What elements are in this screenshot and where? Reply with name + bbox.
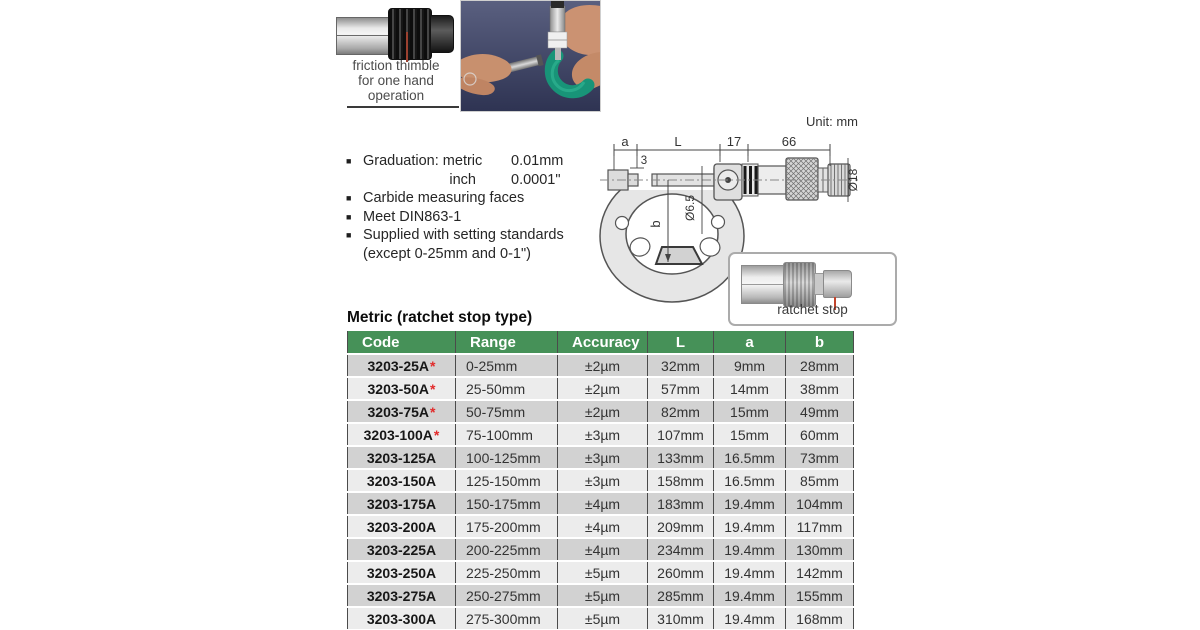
ratchet-stop-figure	[728, 252, 897, 326]
friction-thimble-caption	[330, 58, 462, 103]
table-row	[348, 469, 854, 492]
feature-item	[346, 189, 626, 208]
caption-line: operation	[367, 88, 425, 103]
graduation-inch-value: 0.0001"	[511, 171, 561, 188]
ratchet-knurl-graphic	[783, 262, 816, 307]
col-header-b: b	[786, 331, 854, 354]
table-cell: 158mm	[648, 469, 714, 492]
square-bullet-icon: ■	[346, 211, 352, 222]
table-cell: 3203-175A	[348, 492, 456, 515]
feature-list	[346, 152, 626, 263]
table-cell: 14mm	[714, 377, 786, 400]
dim-label-a: a	[621, 134, 629, 149]
feature-item-continuation	[346, 245, 626, 264]
table-cell: ±3µm	[558, 446, 648, 469]
ratchet-stop-label: ratchet stop	[777, 302, 848, 317]
feature-item	[346, 208, 626, 227]
spec-table-section	[347, 331, 854, 630]
table-cell: 260mm	[648, 561, 714, 584]
table-cell: 3203-225A	[348, 538, 456, 561]
col-header-L: L	[648, 331, 714, 354]
star-marker: *	[430, 403, 436, 420]
table-cell: 168mm	[786, 607, 854, 630]
feature-graduation	[346, 152, 626, 171]
thimble-barrel-graphic	[336, 17, 390, 55]
feature-text: Meet DIN863-1	[363, 208, 462, 225]
table-cell: 234mm	[648, 538, 714, 561]
feature-graduation-inch	[346, 171, 626, 190]
table-cell: 60mm	[786, 423, 854, 446]
table-cell: 32mm	[648, 354, 714, 377]
table-row	[348, 607, 854, 630]
table-row	[348, 492, 854, 515]
micrometer-in-use-photo	[460, 0, 601, 112]
feature-text: Carbide measuring faces	[363, 190, 525, 206]
feature-text: (except 0-25mm and 0-1")	[363, 245, 531, 262]
dim-label-17: 17	[726, 134, 742, 149]
dim-label-d18: Ø18	[846, 168, 860, 192]
thimble-end-rings-graphic	[430, 15, 454, 53]
table-cell: 3203-125A	[348, 446, 456, 469]
ratchet-barrel-graphic	[741, 265, 785, 304]
col-header-accuracy: Accuracy	[558, 331, 648, 354]
table-cell: ±4µm	[558, 515, 648, 538]
table-cell: 275-300mm	[456, 607, 558, 630]
dim-label-3: 3	[640, 155, 648, 167]
product-photo	[460, 0, 601, 112]
graduation-metric-value: 0.01mm	[511, 153, 564, 169]
table-cell: ±4µm	[558, 492, 648, 515]
table-cell: ±5µm	[558, 607, 648, 630]
table-cell: 183mm	[648, 492, 714, 515]
table-cell: 57mm	[648, 377, 714, 400]
table-cell: 19.4mm	[714, 515, 786, 538]
table-cell: 50-75mm	[456, 400, 558, 423]
table-cell: ±3µm	[558, 469, 648, 492]
table-header-row	[348, 331, 854, 354]
table-title: Metric (ratchet stop type)	[347, 309, 533, 326]
table-cell: 225-250mm	[456, 561, 558, 584]
bullet-spacer	[346, 245, 363, 264]
table-cell: 82mm	[648, 400, 714, 423]
square-bullet-icon: ■	[346, 156, 352, 166]
table-cell: 49mm	[786, 400, 854, 423]
table-cell: 75-100mm	[456, 423, 558, 446]
table-cell: 142mm	[786, 561, 854, 584]
table-row	[348, 584, 854, 607]
bullet-spacer	[346, 171, 363, 190]
table-cell: 38mm	[786, 377, 854, 400]
table-cell: 73mm	[786, 446, 854, 469]
table-row	[348, 400, 854, 423]
graduation-inch-label: inch	[449, 171, 476, 188]
table-cell: 3203-75A*	[348, 400, 456, 423]
col-header-a: a	[714, 331, 786, 354]
table-cell: 15mm	[714, 423, 786, 446]
table-cell: 3203-100A*	[348, 423, 456, 446]
unit-label: Unit: mm	[806, 114, 858, 129]
spec-table	[347, 331, 854, 630]
table-cell: 3203-200A	[348, 515, 456, 538]
table-cell: 19.4mm	[714, 561, 786, 584]
table-cell: 19.4mm	[714, 538, 786, 561]
table-cell: 175-200mm	[456, 515, 558, 538]
table-cell: 3203-25A*	[348, 354, 456, 377]
caption-line: friction thimble	[352, 58, 440, 73]
table-row	[348, 538, 854, 561]
table-cell: 3203-300A	[348, 607, 456, 630]
table-cell: 125-150mm	[456, 469, 558, 492]
square-bullet-icon: ■	[346, 193, 352, 203]
star-marker: *	[430, 357, 436, 374]
table-row	[348, 515, 854, 538]
table-cell: 250-275mm	[456, 584, 558, 607]
table-cell: 3203-50A*	[348, 377, 456, 400]
table-cell: 133mm	[648, 446, 714, 469]
table-cell: 285mm	[648, 584, 714, 607]
table-cell: 209mm	[648, 515, 714, 538]
table-cell: 16.5mm	[714, 469, 786, 492]
caption-line: for one hand	[358, 73, 434, 88]
star-marker: *	[430, 380, 436, 397]
table-row	[348, 446, 854, 469]
table-cell: 107mm	[648, 423, 714, 446]
table-cell: 15mm	[714, 400, 786, 423]
table-cell: 85mm	[786, 469, 854, 492]
table-cell: 155mm	[786, 584, 854, 607]
table-cell: 310mm	[648, 607, 714, 630]
table-cell: 28mm	[786, 354, 854, 377]
table-cell: ±2µm	[558, 400, 648, 423]
friction-thimble-figure	[330, 0, 462, 110]
table-cell: ±2µm	[558, 354, 648, 377]
table-cell: 200-225mm	[456, 538, 558, 561]
table-row	[348, 377, 854, 400]
table-cell: 3203-150A	[348, 469, 456, 492]
table-cell: 9mm	[714, 354, 786, 377]
square-bullet-icon: ■	[346, 230, 352, 240]
spec-table-body	[348, 354, 854, 630]
table-cell: 150-175mm	[456, 492, 558, 515]
dim-label-L: L	[674, 134, 682, 149]
col-header-code: Code	[348, 331, 456, 354]
table-cell: 100-125mm	[456, 446, 558, 469]
table-cell: 3203-275A	[348, 584, 456, 607]
table-cell: ±4µm	[558, 538, 648, 561]
table-cell: 19.4mm	[714, 607, 786, 630]
thimble-knurl-graphic	[388, 8, 432, 60]
table-cell: 0-25mm	[456, 354, 558, 377]
table-row	[348, 561, 854, 584]
table-cell: ±5µm	[558, 584, 648, 607]
table-row	[348, 354, 854, 377]
table-cell: 19.4mm	[714, 584, 786, 607]
dim-label-d65: Ø6.5	[683, 194, 697, 222]
table-cell: 19.4mm	[714, 492, 786, 515]
table-cell: 130mm	[786, 538, 854, 561]
table-cell: ±2µm	[558, 377, 648, 400]
feature-text: Supplied with setting standards	[363, 227, 564, 243]
table-cell: 3203-250A	[348, 561, 456, 584]
table-cell: ±3µm	[558, 423, 648, 446]
ratchet-cap-graphic	[823, 270, 852, 298]
table-cell: 25-50mm	[456, 377, 558, 400]
feature-item	[346, 226, 626, 245]
table-row	[348, 423, 854, 446]
dim-label-66: 66	[781, 134, 797, 149]
table-cell: 104mm	[786, 492, 854, 515]
divider-line	[347, 106, 459, 108]
table-cell: 117mm	[786, 515, 854, 538]
star-marker: *	[433, 426, 440, 443]
col-header-range: Range	[456, 331, 558, 354]
table-cell: ±5µm	[558, 561, 648, 584]
table-cell: 16.5mm	[714, 446, 786, 469]
graduation-label: Graduation: metric	[363, 153, 483, 169]
dim-label-b: b	[648, 220, 663, 228]
